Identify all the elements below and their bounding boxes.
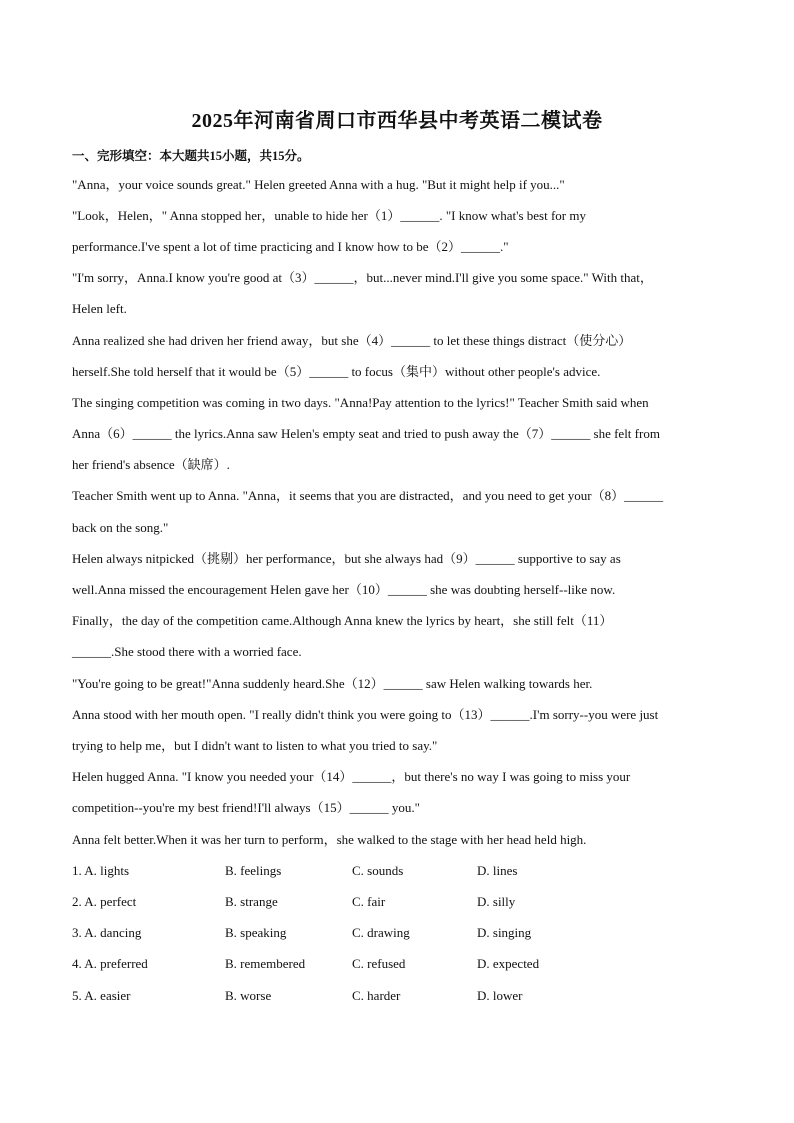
option-b: B. strange [225, 894, 278, 909]
passage-line: performance.I've spent a lot of time practicing and I know how to be（2）______." [72, 239, 509, 254]
option-a: 2. A. perfect [72, 894, 137, 909]
passage-line: Anna realized she had driven her friend away，but she（4）______ to let these things distract（使分心） [72, 333, 632, 348]
passage-line: "Look，Helen，" Anna stopped her，unable to hide her（1）______. "I know what's best for my [72, 208, 586, 223]
option-a: 5. A. easier [72, 988, 131, 1003]
passage-line: ______.She stood there with a worried face. [72, 644, 302, 659]
option-c: C. drawing [352, 925, 410, 940]
option-b: B. feelings [225, 863, 282, 878]
option-a: 1. A. lights [72, 863, 130, 878]
option-a: 4. A. preferred [72, 956, 148, 971]
passage-line: back on the song." [72, 520, 169, 535]
option-d: D. expected [477, 956, 540, 971]
passage-line: The singing competition was coming in two days. "Anna!Pay attention to the lyrics!" Teacher Smith said when [72, 395, 649, 410]
option-d: D. silly [477, 894, 516, 909]
passage-line: competition--you're my best friend!I'll always（15）______ you." [72, 800, 420, 815]
option-c: C. harder [352, 988, 401, 1003]
question-row [72, 988, 732, 1004]
option-b: B. remembered [225, 956, 306, 971]
question-row [72, 925, 732, 941]
passage-line: Anna（6）______ the lyrics.Anna saw Helen's empty seat and tried to push away the（7）______ she felt from [72, 426, 660, 441]
question-row [72, 863, 732, 879]
option-d: D. lower [477, 988, 523, 1003]
passage-line: Anna stood with her mouth open. "I really didn't think you were going to（13）______.I'm sorry--you were just [72, 707, 659, 722]
passage-line: Anna felt better.When it was her turn to perform，she walked to the stage with her head held high. [72, 832, 587, 847]
option-c: C. fair [352, 894, 386, 909]
passage-line: Teacher Smith went up to Anna. "Anna，it seems that you are distracted，and you need to get your（8）______ [72, 488, 664, 503]
page-title: 2025年河南省周口市西华县中考英语二模试卷 [191, 110, 603, 132]
passage-line: Helen hugged Anna. "I know you needed your（14）______，but there's no way I was going to miss your [72, 769, 631, 784]
passage-line: Helen left. [72, 301, 127, 316]
passage-line: "You're going to be great!"Anna suddenly heard.She（12）______ saw Helen walking towards her. [72, 676, 593, 691]
option-d: D. singing [477, 925, 532, 940]
passage-line: "Anna，your voice sounds great." Helen greeted Anna with a hug. "But it might help if you..." [72, 177, 565, 192]
option-b: B. worse [225, 988, 272, 1003]
passage-line: "I'm sorry，Anna.I know you're good at（3）______，but...never mind.I'll give you some space." With that， [72, 270, 653, 285]
passage-line: trying to help me，but I didn't want to listen to what you tried to say." [72, 738, 438, 753]
section-heading: 一、完形填空：本大题共15小题，共15分。 [72, 149, 310, 163]
option-d: D. lines [477, 863, 518, 878]
passage-line: Helen always nitpicked（挑剔）her performance，but she always had（9）______ supportive to say as [72, 551, 621, 566]
option-c: C. sounds [352, 863, 404, 878]
option-b: B. speaking [225, 925, 287, 940]
passage-line: Finally，the day of the competition came.Although Anna knew the lyrics by heart，she still felt（11） [72, 613, 613, 628]
option-c: C. refused [352, 956, 406, 971]
passage-line: her friend's absence（缺席）. [72, 457, 230, 472]
passage-line: herself.She told herself that it would be（5）______ to focus（集中）without other people's advice. [72, 364, 601, 379]
question-row [72, 956, 732, 972]
option-a: 3. A. dancing [72, 925, 142, 940]
passage-line: well.Anna missed the encouragement Helen gave her（10）______ she was doubting herself--like now. [72, 582, 616, 597]
question-row [72, 894, 732, 910]
